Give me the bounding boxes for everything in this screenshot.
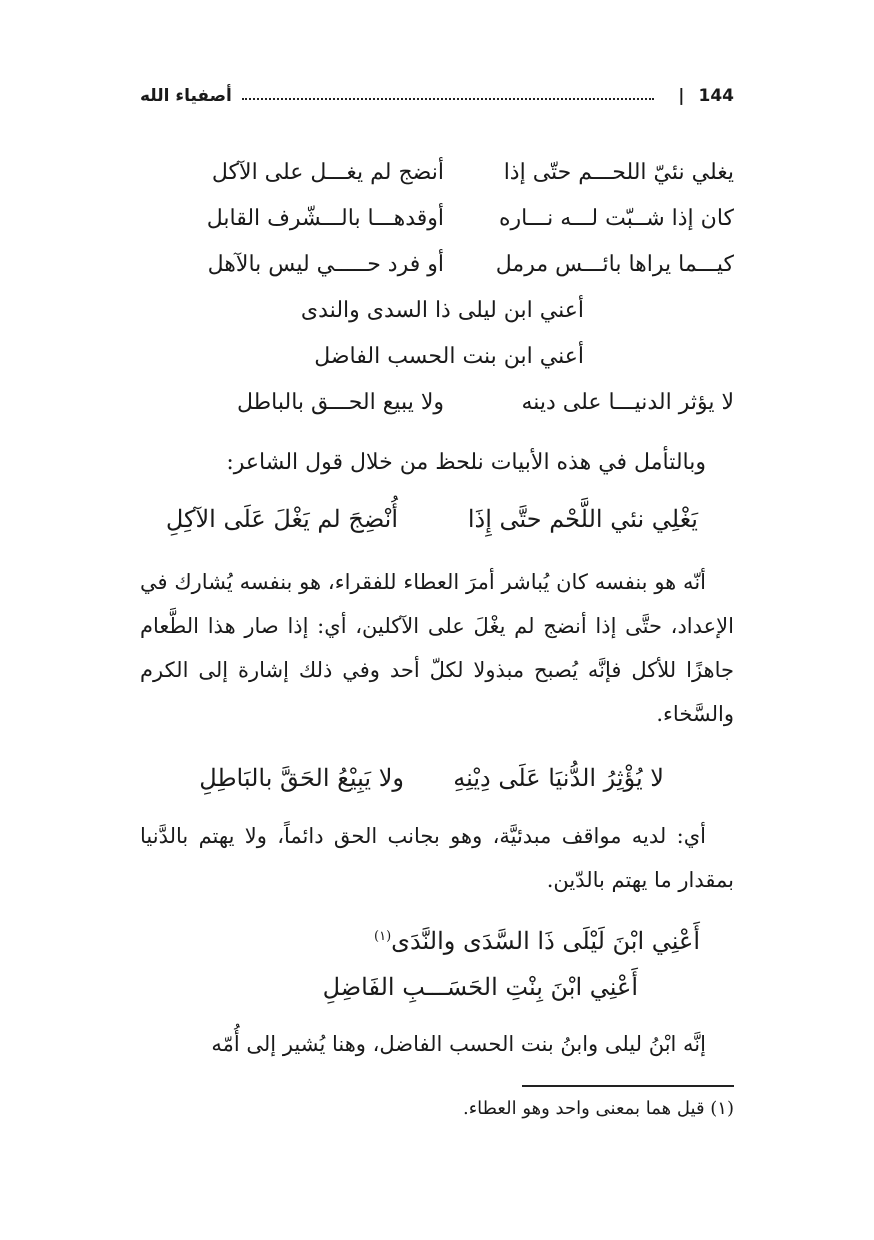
verse-single-line: أَعْنِي ابْنَ بِنْتِ الحَسَـــبِ الفَاضِلِ [322,973,638,1001]
quoted-verse [140,755,734,801]
verse-single-line: أعني ابن بنت الحسب الفاضل [314,344,584,369]
verse-second-hemistich: أنضج لم يغـــل على الآكل [211,160,444,185]
verse-first-hemistich: كيـــما يراها بائـــس مرمل [495,252,734,277]
verse-line [140,242,734,288]
verse-first-hemistich: يَغْلِي نئي اللَّحْم حتَّى إِذَا [467,505,698,533]
footnote-rule [522,1085,734,1087]
verse-second-hemistich: أُنْضِجَ لم يَغْلَ عَلَى الآكِلِ [165,505,398,533]
intro-line [140,440,734,486]
poem-block [140,150,734,426]
verse-first-hemistich: كان إذا شــبّت لـــه نـــاره [498,206,734,231]
verse-line [140,196,734,242]
paragraph: أي: لديه مواقف مبدئيَّة، وهو بجانب الحق دائماً، ولا يهتم بالدَّنيا بمقدار ما يهتم بالدّين. [140,824,734,892]
header-separator: | [678,86,685,106]
verse-line [140,380,734,426]
verse-second-hemistich: ولا يبيع الحـــق بالباطل [236,390,444,415]
dotted-leader [242,98,654,100]
verse-text: أَعْنِي ابْنَ لَيْلَى ذَا السَّدَى والنَّدَى [391,927,700,955]
verse-line [140,755,734,801]
verse-second-hemistich: أو فرد حـــــي ليس بالآهل [207,252,444,277]
paragraph: أنّه هو بنفسه كان يُباشر أمرَ العطاء للفقراء، هو بنفسه يُشارك في الإعداد، حتَّى إذا أنضج لم يغْلَ على الآكلين، أي: إذا صار هذا الطَّعام جاهزًا للأكل فإنَّه يُصبح مبذولا لكلّ أحد وفي ذلك إشارة إلى الكرم والسَّخاء. [140,570,734,726]
page-number: 144 [698,86,734,106]
verse-line [140,496,734,542]
intro-text: وبالتأمل في هذه الأبيات نلحظ من خلال قول الشاعر: [226,450,706,475]
verse-line [140,150,734,196]
quoted-verse [140,918,734,1010]
verse-first-hemistich: لا يُؤْثِرُ الدُّنيَا عَلَى دِيْنِهِ [453,764,664,792]
verse-second-hemistich: ولا يَبِيْعُ الحَقَّ بالبَاطِلِ [199,764,404,792]
running-header [140,82,734,110]
quoted-verse [140,496,734,542]
verse-first-hemistich: لا يؤثر الدنيـــا على دينه [521,390,734,415]
book-title: أصفياء الله [140,86,232,106]
verse-second-hemistich: أوقدهـــا بالـــشّرف القابل [206,206,444,231]
paragraph: إنَّه ابْنُ ليلى وابنُ بنت الحسب الفاضل، وهنا يُشير إلى أُمّه [211,1032,706,1056]
verse-first-hemistich: يغلي نئيّ اللحـــم حتّى إذا [503,160,734,185]
footnote-marker[interactable]: (١) [374,929,392,944]
footnote: (١) قيل هما بمعنى واحد وهو العطاء. [463,1098,734,1119]
verse-single-line [140,918,734,964]
verse-single-line: أعني ابن ليلى ذا السدى والندى [300,298,584,323]
